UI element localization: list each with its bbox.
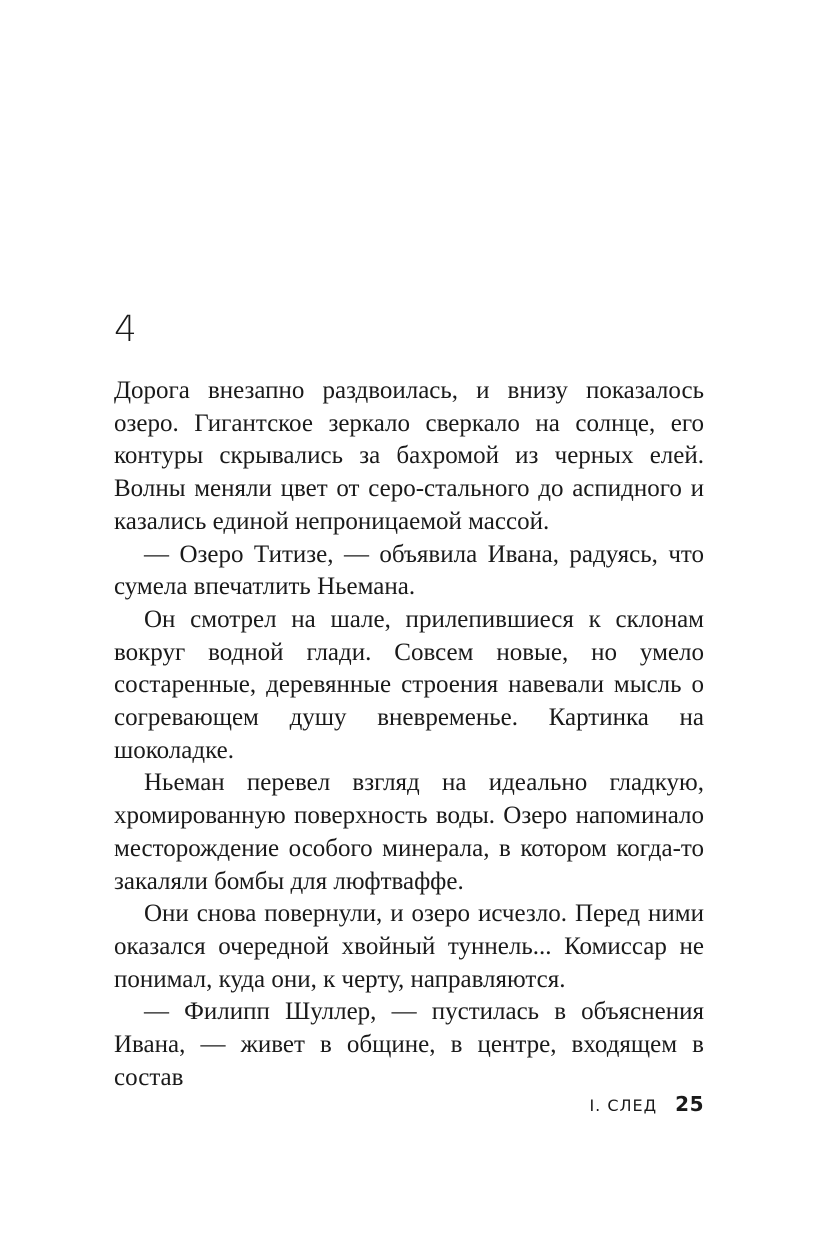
footer-section-title: I. СЛЕД <box>589 1096 658 1115</box>
paragraph: — Озеро Титизе, — объявила Ивана, радуясь, что сумела впечатлить Ньемана. <box>114 540 704 601</box>
page-number: 25 <box>675 1092 704 1116</box>
paragraph: Дорога внезапно раздвоилась, и внизу показалось озеро. Гигантское зеркало сверкало на солнце, его контуры скрывались за бахромой из черных елей. Волны меняли цвет от серо-стального до аспидного и казались единой непроницаемой массой. <box>114 377 704 535</box>
paragraph: Он смотрел на шале, прилепившиеся к склонам вокруг водной глади. Совсем новые, но умело состаренные, деревянные строения навевали мысль о согревающем душу вневременье. Картинка на шоколадке. <box>114 605 704 764</box>
running-footer <box>589 1092 704 1116</box>
body-text <box>114 375 704 1094</box>
paragraph: Они снова повернули, и озеро исчезло. Перед ними оказался очередной хвойный туннель... Комиссар не понимал, куда они, к черту, направляются. <box>114 900 704 993</box>
paragraph: — Филипп Шуллер, — пустилась в объяснения Ивана, — живет в общине, в центре, входящем в состав <box>114 998 704 1091</box>
chapter-number: 4 <box>114 309 137 350</box>
paragraph: Ньеман перевел взгляд на идеально гладкую, хромированную поверхность воды. Озеро напоминало месторождение особого минерала, в котором когда-то закаляли бомбы для люфтваффе. <box>114 769 704 895</box>
